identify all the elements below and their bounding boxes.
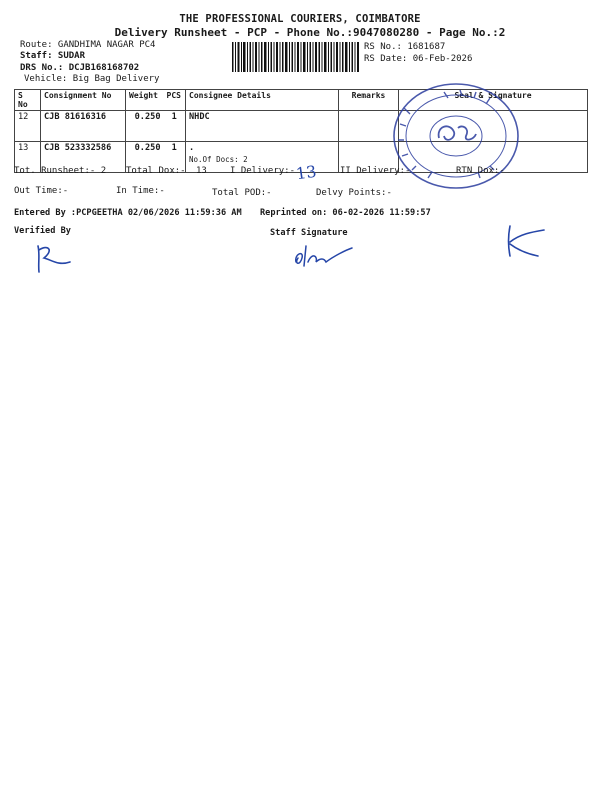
staff-signature (290, 240, 356, 270)
col-header-seal-signature: Seal & Signature (399, 90, 588, 111)
col-header-pcs: PCS (164, 90, 186, 111)
cell-pcs: 1 (164, 142, 186, 173)
col-header-consignee: Consignee Details (186, 90, 339, 111)
verified-by-label: Verified By (14, 226, 71, 236)
total-dox-label: Total Dox:- (126, 166, 186, 176)
staff-label: Staff: SUDAR (20, 51, 86, 61)
cell-sno: 13 (15, 142, 41, 173)
cell-sno: 12 (15, 111, 41, 142)
col-header-sno: S No (15, 90, 41, 111)
i-delivery-handwritten: 13 (294, 161, 318, 184)
authorized-signature (498, 222, 550, 262)
company-name: THE PROFESSIONAL COURIERS, COIMBATORE (179, 13, 421, 25)
ii-delivery-label: II Delivery:- (340, 166, 411, 176)
cell-weight: 0.250 (126, 142, 164, 173)
total-pod-label: Total POD:- (212, 188, 272, 198)
consignee-text: . (189, 143, 195, 153)
entered-by: Entered By :PCPGEETHA 02/06/2026 11:59:36 AM (14, 208, 242, 218)
cell-consignment: CJB 523332586 (41, 142, 126, 173)
cell-consignment: CJB 81616316 (41, 111, 126, 142)
delvy-points-label: Delvy Points:- (316, 188, 392, 198)
rs-date: RS Date: 06-Feb-2026 (364, 54, 473, 64)
rs-number: RS No.: 1681687 (364, 42, 446, 52)
cell-pcs: 1 (164, 111, 186, 142)
cell-consignee: NHDC (186, 111, 339, 142)
cell-weight: 0.250 (126, 111, 164, 142)
total-dox-value: 13 (196, 166, 207, 176)
runsheet-title: Delivery Runsheet - PCP - Phone No.:9047080280 - Page No.:2 (114, 26, 506, 39)
in-time-label: In Time:- (116, 186, 165, 196)
reprinted-on: Reprinted on: 06-02-2026 11:59:57 (260, 208, 431, 218)
vehicle-label: Vehicle: Big Bag Delivery (24, 74, 160, 84)
col-header-consignment: Consignment No (41, 90, 126, 111)
barcode-image (232, 42, 360, 72)
route-label: Route: GANDHIMA NAGAR PC4 (20, 40, 156, 50)
staff-signature-label: Staff Signature (270, 228, 348, 238)
drs-number: DRS No.: DCJB168168702 (20, 63, 140, 73)
tot-runsheet: Tot. Runsheet:- 2 (14, 166, 107, 176)
col-header-weight: Weight (126, 90, 164, 111)
i-delivery-label: I Delivery:- (230, 166, 296, 176)
docs-count: No.Of Docs: 2 (189, 155, 248, 164)
out-time-label: Out Time:- (14, 186, 69, 196)
col-header-remarks: Remarks (339, 90, 399, 111)
verified-signature (30, 240, 78, 276)
delivery-seal-stamp (384, 78, 524, 196)
rtn-dox-label: RTN Dox:- (456, 166, 505, 176)
